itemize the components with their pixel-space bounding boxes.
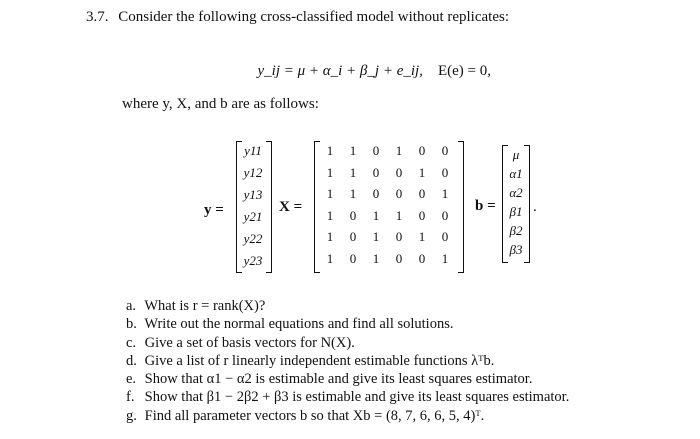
question-letter: e. [126, 371, 137, 388]
x-matrix-cell: 1 [395, 207, 403, 223]
y-vector [236, 141, 272, 273]
x-matrix-cell: 0 [418, 143, 426, 158]
question-text: Give a list of r linearly independent estimable functions λᵀb. [144, 352, 495, 369]
x-matrix-cell: 0 [372, 164, 380, 180]
question-text: Give a set of basis vectors for N(X). [144, 334, 355, 351]
x-matrix-cell: 1 [349, 143, 357, 158]
question-item [126, 407, 569, 425]
x-matrix-cell: 1 [372, 229, 380, 244]
x-matrix-cell: 0 [372, 143, 380, 158]
x-matrix-cell: 0 [441, 164, 449, 180]
b-trailing-period: . [533, 199, 537, 215]
question-letter: g. [126, 407, 137, 424]
question-list [126, 297, 569, 425]
x-matrix-cell: 0 [349, 250, 357, 266]
x-matrix-cell: 0 [395, 186, 403, 201]
x-matrix-cell: 0 [418, 186, 426, 201]
x-matrix-cell: 1 [372, 250, 380, 266]
x-matrix-cell: 0 [441, 207, 449, 223]
question-letter: a. [126, 298, 137, 314]
y-right-bracket [266, 141, 272, 273]
x-matrix-cell: 0 [418, 250, 426, 266]
x-matrix-cell: 1 [326, 164, 334, 180]
x-matrix-cell: 0 [395, 250, 403, 266]
question-text: Find all parameter vectors b so that Xb = (8, 7, 6, 6, 5, 4)ᵀ. [144, 407, 485, 424]
y-entry: y22 [243, 231, 263, 246]
x-matrix-cell: 0 [372, 186, 380, 201]
question-item [126, 352, 569, 370]
x-matrix-cell: 0 [395, 229, 403, 244]
question-text: Write out the normal equations and find all solutions. [144, 316, 454, 333]
question-text: Show that β1 − 2β2 + β3 is estimable and give its least squares estimator. [144, 389, 570, 406]
where-text: where y, X, and b are as follows: [122, 96, 319, 112]
problem-intro: Consider the following cross-classified model without replicates: [118, 9, 509, 25]
y-entry: y23 [243, 253, 263, 268]
question-letter: f. [126, 389, 135, 406]
question-letter: c. [126, 334, 137, 351]
b-label-text: b = [475, 198, 496, 214]
b-entry: β2 [509, 223, 523, 238]
x-matrix-cell: 1 [326, 143, 334, 158]
question-text: Show that α1 − α2 is estimable and give its least squares estimator. [144, 371, 533, 388]
expectation-text: E(e) = 0, [437, 63, 491, 79]
b-entry: β1 [509, 204, 523, 219]
x-matrix-cell: 1 [441, 186, 449, 201]
model-equation [250, 46, 491, 80]
x-matrix-cell: 1 [418, 229, 426, 244]
x-matrix-cell: 0 [441, 143, 449, 158]
model-equation-text: y_ij = μ + α_i + β_j + e_ij, [257, 63, 423, 79]
x-matrix-cell: 0 [395, 164, 403, 180]
problem-header [86, 9, 509, 26]
x-matrix-cell: 1 [441, 250, 449, 266]
x-matrix-cell: 1 [326, 229, 334, 244]
x-label [279, 199, 302, 216]
y-entry: y12 [243, 165, 263, 180]
question-text: What is r = rank(X)? [144, 298, 266, 314]
question-item [126, 315, 569, 333]
question-letter: b. [126, 316, 137, 333]
question-item [126, 388, 569, 406]
b-entry: α2 [509, 185, 523, 200]
x-matrix-cell: 1 [326, 207, 334, 223]
b-entry: β3 [509, 242, 523, 257]
x-matrix-cell: 0 [418, 207, 426, 223]
x-matrix-cell: 1 [372, 207, 380, 223]
y-entry: y11 [244, 143, 262, 158]
x-matrix-cell: 1 [349, 186, 357, 201]
b-entry: μ [512, 147, 520, 162]
b-entry: α1 [509, 166, 523, 181]
question-letter: d. [126, 352, 137, 369]
x-matrix-cell: 0 [349, 229, 357, 244]
problem-number: 3.7. [86, 9, 109, 25]
x-matrix [314, 141, 464, 273]
question-item [126, 370, 569, 388]
x-matrix-cell: 1 [395, 143, 403, 158]
x-matrix-cell: 1 [418, 164, 426, 180]
x-label-text: X = [279, 199, 303, 215]
x-matrix-cell: 1 [326, 250, 334, 266]
question-item [126, 297, 569, 315]
y-label-text: y = [204, 202, 224, 218]
y-label [204, 202, 224, 219]
question-item [126, 334, 569, 352]
x-matrix-cell: 0 [441, 229, 449, 244]
y-entry: y13 [243, 187, 263, 202]
x-matrix-cell: 1 [326, 186, 334, 201]
x-right-bracket [458, 141, 464, 273]
y-left-bracket [236, 141, 242, 273]
b-vector [502, 145, 530, 263]
b-label [475, 198, 496, 215]
x-matrix-cell: 0 [349, 207, 357, 223]
x-matrix-cell: 1 [349, 164, 357, 180]
y-entry: y21 [243, 209, 263, 224]
